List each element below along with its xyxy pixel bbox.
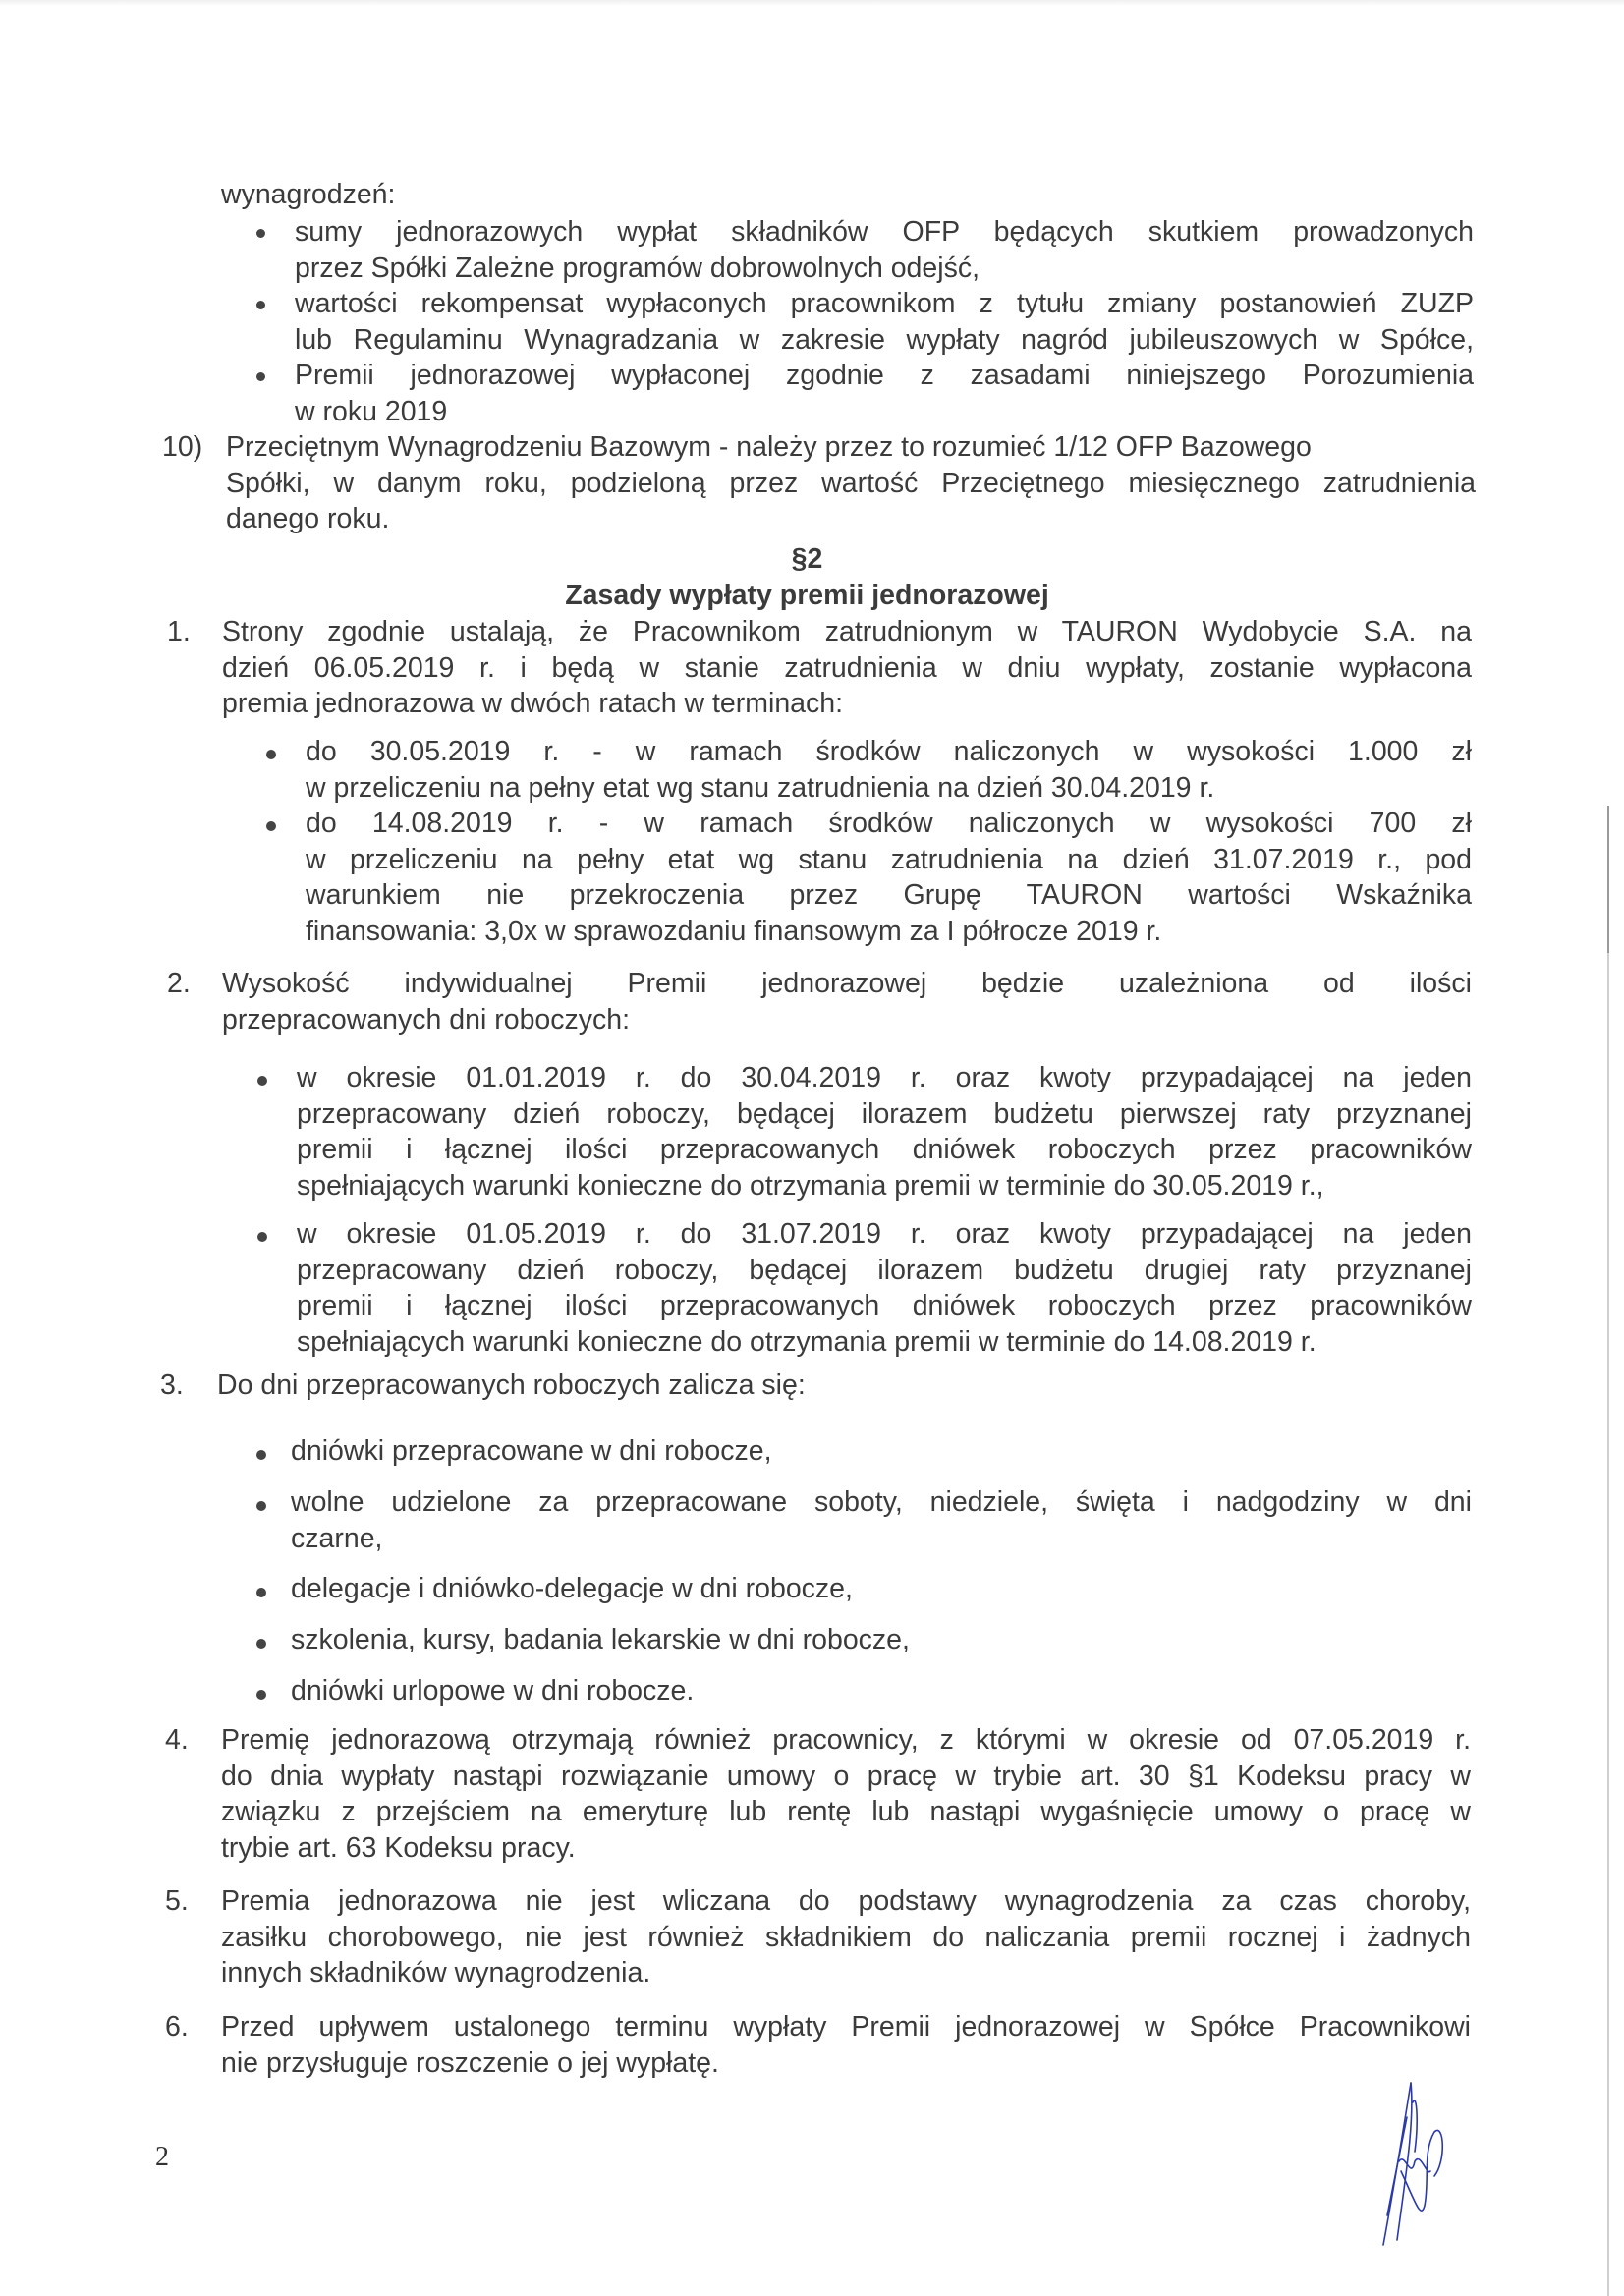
text-line: w okresie 01.05.2019 r. do 31.07.2019 r. oraz kwoty przypadającej na jeden [297, 1218, 1472, 1250]
bullet-icon [256, 1501, 266, 1511]
text-line: premii i łącznej ilości przepracowanych dniówek roboczych przez pracowników [297, 1134, 1472, 1165]
text-line: w przeliczeniu na pełny etat wg stanu zatrudnienia na dzień 31.07.2019 r., pod [306, 843, 1472, 875]
text-line: w roku 2019 [295, 395, 448, 427]
text-line: warunkiem nie przekroczenia przez Grupę TAURON wartości Wskaźnika [306, 879, 1472, 911]
scan-edge-line [1607, 806, 1609, 2296]
text-line: przez Spółki Zależne programów dobrowolnych odejść, [295, 252, 980, 284]
text-line: Premia jednorazowa nie jest wliczana do podstawy wynagrodzenia za czas choroby, [221, 1885, 1471, 1917]
text-line: Strony zgodnie ustalają, że Pracownikom zatrudnionym w TAURON Wydobycie S.A. na [222, 616, 1472, 647]
text-line: Premię jednorazową otrzymają również pracownicy, z którymi w okresie od 07.05.2019 r. [221, 1724, 1471, 1756]
text-line: zasiłku chorobowego, nie jest również składnikiem do naliczania premii rocznej i żadnych [221, 1921, 1471, 1953]
text-line: lub Regulaminu Wynagradzania w zakresie wypłaty nagród jubileuszowych w Spółce, [295, 323, 1474, 356]
definition-10 [226, 429, 1476, 537]
text-line: Przed upływem ustalonego terminu wypłaty Premii jednorazowej w Spółce Pracownikowi [221, 2011, 1471, 2043]
item-6 [221, 2009, 1471, 2081]
item-2-bullet-2 [297, 1216, 1472, 1360]
text-line: dzień 06.05.2019 r. i będą w stanie zatrudnienia w dniu wypłaty, zostanie wypłacona [222, 651, 1472, 684]
intro-bullet-3 [295, 358, 1474, 429]
text-line: spełniających warunki konieczne do otrzymania premii w terminie do 14.08.2019 r. [297, 1325, 1316, 1358]
item-1-bullet-2 [306, 806, 1472, 949]
handwritten-signature-icon [1375, 2063, 1484, 2260]
list-marker: 1. [167, 616, 191, 647]
intro-bullet-1 [295, 214, 1474, 286]
list-marker: 4. [165, 1724, 189, 1756]
bullet-icon [256, 372, 265, 381]
item-3-bullet-4 [291, 1622, 1472, 1658]
text-line: Przeciętnym Wynagrodzeniu Bazowym - należy przez to rozumieć 1/12 OFP Bazowego [226, 431, 1312, 463]
bullet-icon [256, 229, 265, 238]
list-marker: 5. [165, 1885, 189, 1917]
item-3-bullet-2 [291, 1484, 1472, 1556]
item-4 [221, 1722, 1471, 1866]
bullet-icon [257, 1076, 267, 1086]
item-5 [221, 1883, 1471, 1991]
text-line: Wysokość indywidualnej Premii jednorazowej będzie uzależniona od ilości [222, 968, 1472, 999]
list-marker: 6. [165, 2011, 189, 2043]
item-3-bullet-5 [291, 1673, 1472, 1709]
text-line: premii i łącznej ilości przepracowanych dniówek roboczych przez pracowników [297, 1290, 1472, 1321]
item-3-bullet-1 [291, 1433, 1472, 1470]
bullet-icon [256, 1450, 266, 1460]
text-line: dniówki urlopowe w dni robocze. [291, 1675, 695, 1707]
text-line: szkolenia, kursy, badania lekarskie w dni robocze, [291, 1624, 910, 1655]
scan-top-shade [0, 0, 1624, 6]
text-line: innych składników wynagrodzenia. [221, 1957, 651, 1988]
item-1-bullet-1 [306, 734, 1472, 806]
list-marker: 10) [162, 431, 203, 463]
text-line: sumy jednorazowych wypłat składników OFP będących skutkiem prowadzonych [295, 216, 1474, 248]
text-line: związku z przejściem na emeryturę lub rentę lub nastąpi wygaśnięcie umowy o pracę w [221, 1796, 1471, 1827]
item-3-bullet-3 [291, 1571, 1472, 1607]
list-marker: 3. [160, 1370, 184, 1401]
bullet-icon [257, 1232, 267, 1242]
text-line: w przeliczeniu na pełny etat wg stanu zatrudnienia na dzień 30.04.2019 r. [306, 771, 1215, 804]
text-line: do dnia wypłaty nastąpi rozwiązanie umowy o pracę w trybie art. 30 §1 Kodeksu pracy w [221, 1760, 1471, 1792]
text-line: w okresie 01.01.2019 r. do 30.04.2019 r. oraz kwoty przypadającej na jeden [297, 1062, 1472, 1093]
page-number: 2 [155, 2142, 169, 2172]
text-line: przepracowany dzień roboczy, będącej ilorazem budżetu pierwszej raty przyznanej [297, 1097, 1472, 1130]
list-marker: 2. [167, 968, 191, 999]
text-line: nie przysługuje roszczenie o jej wypłatę. [221, 2046, 719, 2079]
item-2 [222, 966, 1472, 1037]
text-line: przepracowany dzień roboczy, będącej ilorazem budżetu drugiej raty przyznanej [297, 1254, 1472, 1286]
section-title: Zasady wypłaty premii jednorazowej [565, 580, 1049, 611]
bullet-icon [266, 821, 276, 831]
text-line: Spółki, w danym roku, podzieloną przez wartość Przeciętnego miesięcznego zatrudnienia [226, 467, 1476, 499]
bullet-icon [256, 301, 265, 309]
bullet-icon [256, 1690, 266, 1700]
bullet-icon [256, 1588, 266, 1597]
text-line: do 14.08.2019 r. - w ramach środków naliczonych w wysokości 700 zł [306, 808, 1472, 839]
bullet-icon [256, 1639, 266, 1649]
item-1 [222, 614, 1472, 722]
bullet-icon [266, 750, 276, 759]
text-line: trybie art. 63 Kodeksu pracy. [221, 1831, 576, 1864]
text-line: wolne udzielone za przepracowane soboty, niedziele, święta i nadgodziny w dni [291, 1486, 1472, 1518]
section-number: §2 [791, 543, 823, 575]
text-line: dniówki przepracowane w dni robocze, [291, 1435, 772, 1467]
text-line: Do dni przepracowanych roboczych zalicza się: [217, 1370, 806, 1401]
text-line: czarne, [291, 1522, 383, 1554]
text-line: przepracowanych dni roboczych: [222, 1003, 631, 1036]
text-line: do 30.05.2019 r. - w ramach środków naliczonych w wysokości 1.000 zł [306, 736, 1472, 767]
text-line: premia jednorazowa w dwóch ratach w terminach: [222, 688, 844, 719]
item-2-bullet-1 [297, 1060, 1472, 1204]
text-line: finansowania: 3,0x w sprawozdaniu finansowym za I półrocze 2019 r. [306, 915, 1162, 947]
text-line: delegacje i dniówko-delegacje w dni robocze, [291, 1573, 853, 1604]
text-line: Premii jednorazowej wypłaconej zgodnie z zasadami niniejszego Porozumienia [295, 360, 1474, 391]
intro-bullet-2 [295, 286, 1474, 358]
text-line: danego roku. [226, 503, 390, 534]
intro-line: wynagrodzeń: [221, 179, 396, 210]
scan-edge-line-dark [1607, 806, 1609, 953]
text-line: spełniających warunki konieczne do otrzymania premii w terminie do 30.05.2019 r., [297, 1169, 1324, 1202]
text-line: wartości rekompensat wypłaconych pracownikom z tytułu zmiany postanowień ZUZP [295, 288, 1474, 319]
item-3 [217, 1368, 1472, 1404]
